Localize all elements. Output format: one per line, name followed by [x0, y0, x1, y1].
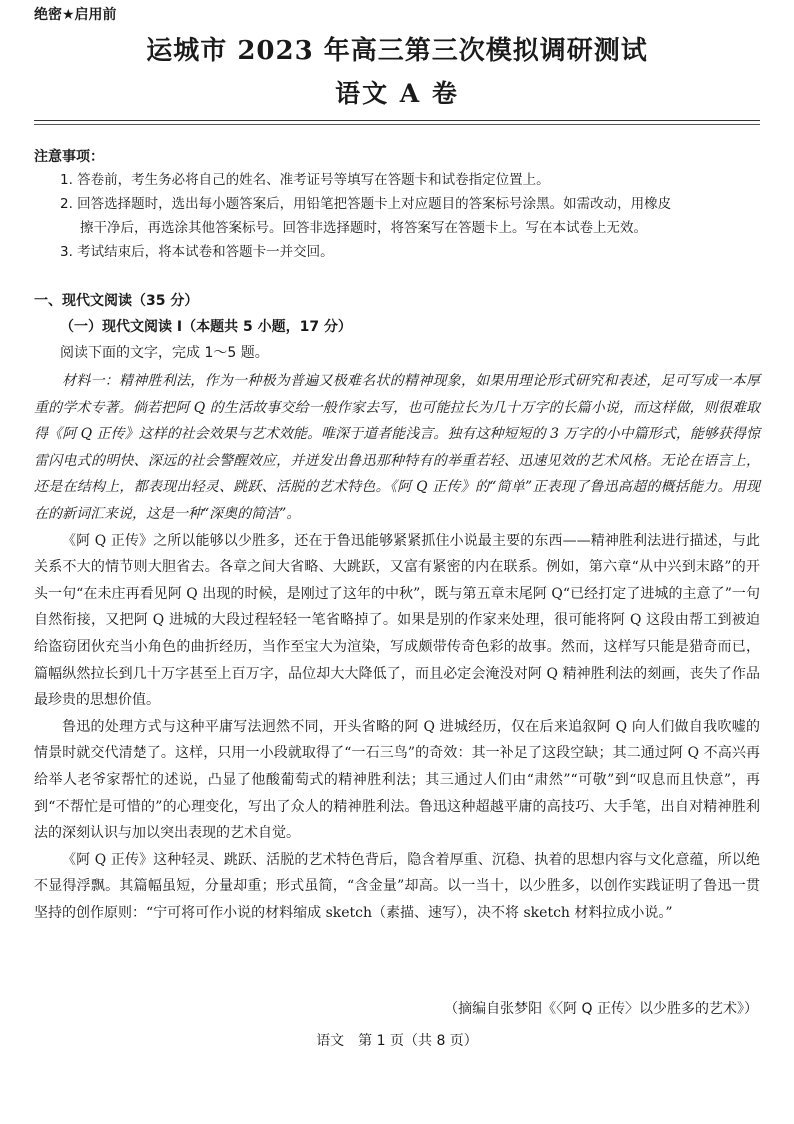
- exam-subtitle: 语文 A 卷: [335, 79, 459, 108]
- confidential-mark: 绝密★启用前: [34, 7, 117, 23]
- notice-item-2: [60, 192, 750, 240]
- header-divider-thin: [34, 124, 760, 125]
- reading-passage: [34, 368, 760, 926]
- reading-instruction: 阅读下面的文字，完成 1～5 题。: [60, 345, 269, 361]
- passage-source: （摘编自张梦阳《〈阿 Q 正传〉以少胜多的艺术》）: [444, 1001, 758, 1017]
- header-divider: [34, 120, 760, 121]
- notice-item-3: 3. 考试结束后，将本试卷和答题卡一并交回。: [60, 244, 334, 260]
- notice-item-2-line-2: 擦干净后，再选涂其他答案标号。回答非选择题时，将答案写在答题卡上。写在本试卷上无效。: [80, 220, 647, 236]
- subsection-heading: （一）现代文阅读 Ⅰ（本题共 5 小题，17 分）: [60, 319, 352, 335]
- passage-paragraph-3: 鲁迅的处理方式与这种平庸写法迥然不同，开头省略的阿 Q 进城经历，仅在后来追叙阿 Q 向人们做自我吹嘘的情景时就交代清楚了。这样，只用一小段就取得了“一石三鸟”的奇效：其一补足了这段空缺；其二通过阿 Q 不高兴再给举人老爷家帮忙的述说，凸显了他酸葡萄式的精神胜利法；其三通过人们由“肃然”“可敬”到“叹息而且快意”，再到“不帮忙是可惜的”的心理变化，写出了众人的精神胜利法。鲁迅这种超越平庸的高技巧、大手笔，出自对精神胜利法的深刻认识与加以突出表现的艺术自觉。: [34, 718, 760, 842]
- exam-title: 运城市 2023 年高三第三次模拟调研测试: [146, 36, 648, 66]
- notice-item-1: 1. 答卷前，考生务必将自己的姓名、准考证号等填写在答题卡和试卷指定位置上。: [60, 172, 550, 188]
- section-heading: 一、现代文阅读（35 分）: [34, 293, 199, 309]
- passage-paragraph-2: 《阿 Q 正传》之所以能够以少胜多，还在于鲁迅能够紧紧抓住小说最主要的东西——精神胜利法进行描述，与此关系不大的情节则大胆省去。各章之间大省略、大跳跃，又富有紧密的内在联系。例如，第六章“从中兴到末路”的开头一句“在未庄再看见阿 Q 出现的时候，是刚过了这年的中秋”，既与第五章末尾阿 Q“已经打定了进城的主意了”一句自然衔接，又把阿 Q 进城的大段过程轻轻一笔省略掉了。如果是别的作家来处理，很可能将阿 Q 这段由帮工到被迫给盗窃团伙充当小角色的曲折经历，当作至宝大为渲染，写成颇带传奇色彩的故事。然而，这样写只能是猎奇而已，篇幅纵然拉长到几十万字甚至上百万字，品位却大大降低了，而且必定会淹没对阿 Q 精神胜利法的刻画，丧失了作品最珍贵的思想价值。: [34, 532, 760, 709]
- notice-item-2-line-1: 2. 回答选择题时，选出每小题答案后，用铅笔把答题卡上对应题目的答案标号涂黑。如需改动，用橡皮: [60, 196, 672, 212]
- passage-paragraph-1: 材料一：精神胜利法，作为一种极为普遍又极难名状的精神现象，如果用理论形式研究和表述，足可写成一本厚重的学术专著。倘若把阿 Q 的生活故事交给一般作家去写，也可能拉长为几十万字的长篇小说，而这样做，则很难取得《阿 Q 正传》这样的社会效果与艺术效能。唯深于道者能浅言。独有这种短短的 3 万字的小中篇形式，能够获得惊雷闪电式的明快、深远的社会警醒效应，并迸发出鲁迅那种特有的举重若轻、迅速见效的艺术风格。无论在语言上，还是在结构上，都表现出轻灵、跳跃、活脱的艺术特色。《阿 Q 正传》的“简单”正表现了鲁迅高超的概括能力。用现在的新词汇来说，这是一种“深奥的简洁”。: [34, 373, 760, 522]
- page-footer: 语文 第 1 页（共 8 页）: [316, 1033, 478, 1049]
- notice-title: 注意事项：: [34, 149, 104, 165]
- passage-paragraph-4: 《阿 Q 正传》这种轻灵、跳跃、活脱的艺术特色背后，隐含着厚重、沉稳、执着的思想内容与文化意蕴，所以绝不显得浮飘。其篇幅虽短，分量却重；形式虽简，“含金量”却高。以一当十，以少胜多，以创作实践证明了鲁迅一贯坚持的创作原则：“宁可将可作小说的材料缩成 sketch（素描、速写），决不将 sketch 材料拉成小说。”: [34, 851, 760, 921]
